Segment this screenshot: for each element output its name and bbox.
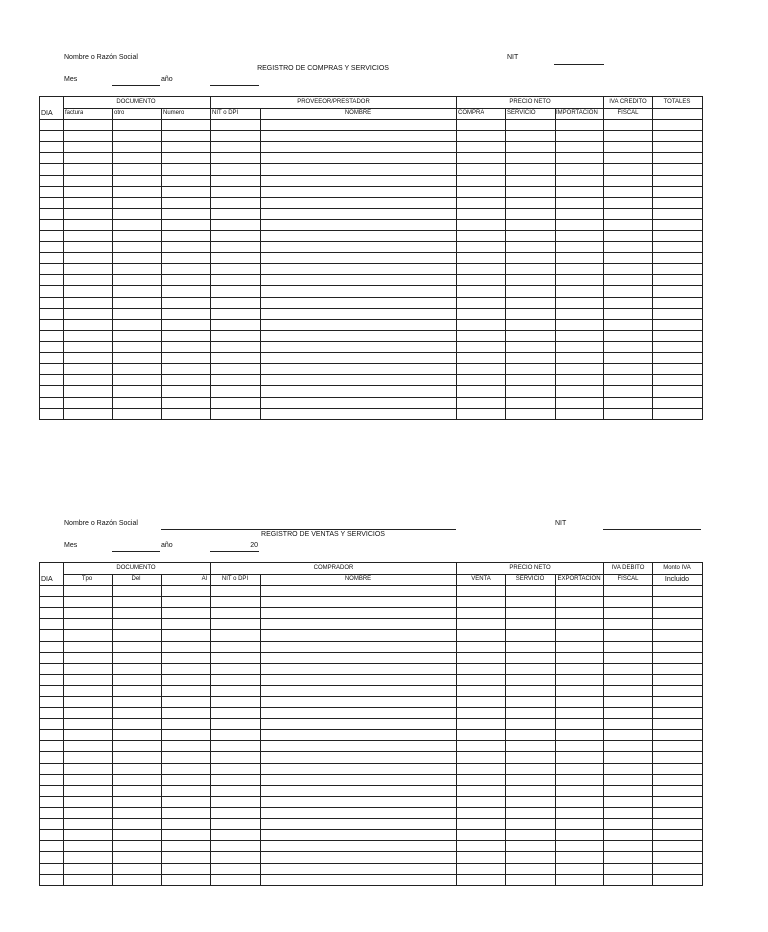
col-nombre: NOMBRE [344, 110, 372, 116]
group-precio-neto: PRECIO NETO [509, 565, 551, 571]
table-row[interactable] [40, 175, 702, 176]
anio-label: año [161, 76, 173, 83]
table-row[interactable] [40, 141, 702, 142]
col-servicio: SERVICIO [515, 576, 545, 582]
table-row[interactable] [40, 241, 702, 242]
group-iva-credito: IVA CREDITO [609, 99, 647, 105]
table-row[interactable] [40, 308, 702, 309]
table-row[interactable] [40, 840, 702, 841]
table-row[interactable] [40, 408, 702, 409]
table-row[interactable] [40, 374, 702, 375]
column-rule [603, 97, 604, 419]
col-al: Al [201, 576, 207, 582]
group-documento: DOCUMENTO [116, 565, 156, 571]
table-row[interactable] [40, 119, 702, 120]
table-row[interactable] [40, 352, 702, 353]
table-row[interactable] [40, 774, 702, 775]
table-row[interactable] [40, 363, 702, 364]
column-rule [63, 97, 64, 419]
razon-social-label: Nombre o Razón Social [64, 520, 138, 527]
col-factura: factura [65, 110, 84, 116]
table-row[interactable] [40, 208, 702, 209]
column-rule [210, 97, 211, 419]
col-nit-dpi: NIT o DPI [212, 110, 239, 116]
table-row[interactable] [40, 230, 702, 231]
anio-field[interactable] [210, 551, 259, 552]
table-row[interactable] [40, 818, 702, 819]
table-row[interactable] [40, 297, 702, 298]
compras-table [39, 96, 703, 420]
razon-social-label: Nombre o Razón Social [64, 54, 138, 61]
table-row[interactable] [40, 385, 702, 386]
col-compra: COMPRA [458, 110, 485, 116]
table-row[interactable] [40, 763, 702, 764]
mes-field[interactable] [112, 85, 160, 86]
group-comprador: COMPRADOR [313, 565, 354, 571]
table-row[interactable] [40, 618, 702, 619]
table-row[interactable] [40, 751, 702, 752]
anio-label: año [161, 542, 173, 549]
nit-label: NIT [507, 54, 519, 61]
col-tipo: Tpo [81, 576, 93, 582]
table-row[interactable] [40, 152, 702, 153]
table-row[interactable] [40, 596, 702, 597]
group-iva-debito: IVA DEBITO [611, 565, 645, 571]
table-row[interactable] [40, 629, 702, 630]
col-dia: DIA [41, 110, 53, 117]
col-venta: VENTA [471, 576, 491, 582]
group-precio-neto: PRECIO NETO [509, 99, 551, 105]
col-fiscal: FISCAL [617, 110, 639, 116]
group-monto-iva: Monto IVA [663, 565, 691, 571]
col-importacion: IMPORTACIÓN [556, 110, 598, 116]
table-row[interactable] [40, 729, 702, 730]
col-servicio: SERVICIO [507, 110, 536, 116]
table-row[interactable] [40, 707, 702, 708]
mes-label: Mes [64, 76, 78, 83]
table-row[interactable] [40, 829, 702, 830]
col-nit-dpi: NIT o DPI [221, 576, 249, 582]
table-row[interactable] [40, 163, 702, 164]
group-documento: DOCUMENTO [116, 99, 156, 105]
col-nombre: NOMBRE [344, 576, 372, 582]
table-row[interactable] [40, 319, 702, 320]
group-header-rule [63, 574, 702, 575]
table-row[interactable] [40, 186, 702, 187]
col-del: Del [131, 576, 141, 582]
table-row[interactable] [40, 663, 702, 664]
column-rule [210, 563, 211, 885]
column-rule [456, 97, 457, 419]
page-title: REGISTRO DE COMPRAS Y SERVICIOS [257, 65, 389, 72]
table-row[interactable] [40, 263, 702, 264]
mes-label: Mes [64, 542, 78, 549]
group-totales: TOTALES [663, 99, 691, 105]
column-rule [456, 563, 457, 885]
table-row[interactable] [40, 607, 702, 608]
col-fiscal: FISCAL [617, 576, 639, 582]
table-row[interactable] [40, 130, 702, 131]
table-row[interactable] [40, 397, 702, 398]
group-proveedor: PROVEEOR/PRESTADOR [297, 99, 370, 105]
nit-field[interactable] [603, 529, 701, 530]
col-numero: Numero [163, 110, 185, 116]
table-row[interactable] [40, 341, 702, 342]
column-rule [63, 563, 64, 885]
column-rule [652, 97, 653, 419]
col-incluido: Incluido [664, 576, 690, 583]
ventas-table [39, 562, 703, 886]
table-row[interactable] [40, 863, 702, 864]
table-row[interactable] [40, 718, 702, 719]
table-row[interactable] [40, 585, 702, 586]
table-row[interactable] [40, 285, 702, 286]
table-row[interactable] [40, 252, 702, 253]
col-dia: DIA [41, 576, 53, 583]
table-row[interactable] [40, 219, 702, 220]
nit-label: NIT [555, 520, 567, 527]
table-row[interactable] [40, 785, 702, 786]
table-row[interactable] [40, 796, 702, 797]
anio-value: 20 [250, 542, 258, 549]
table-row[interactable] [40, 641, 702, 642]
table-row[interactable] [40, 274, 702, 275]
mes-field[interactable] [112, 551, 160, 552]
table-row[interactable] [40, 652, 702, 653]
page-title: REGISTRO DE VENTAS Y SERVICIOS [261, 531, 385, 538]
table-row[interactable] [40, 674, 702, 675]
nit-field[interactable] [554, 64, 604, 65]
table-row[interactable] [40, 851, 702, 852]
group-header-rule [63, 108, 702, 109]
table-row[interactable] [40, 197, 702, 198]
column-rule [652, 563, 653, 885]
table-row[interactable] [40, 874, 702, 875]
anio-field[interactable] [210, 85, 259, 86]
table-row[interactable] [40, 740, 702, 741]
table-row[interactable] [40, 685, 702, 686]
table-row[interactable] [40, 696, 702, 697]
column-rule [603, 563, 604, 885]
table-row[interactable] [40, 330, 702, 331]
table-row[interactable] [40, 807, 702, 808]
col-exportacion: EXPORTACIÓN [557, 576, 601, 582]
col-otro: otro [114, 110, 125, 116]
